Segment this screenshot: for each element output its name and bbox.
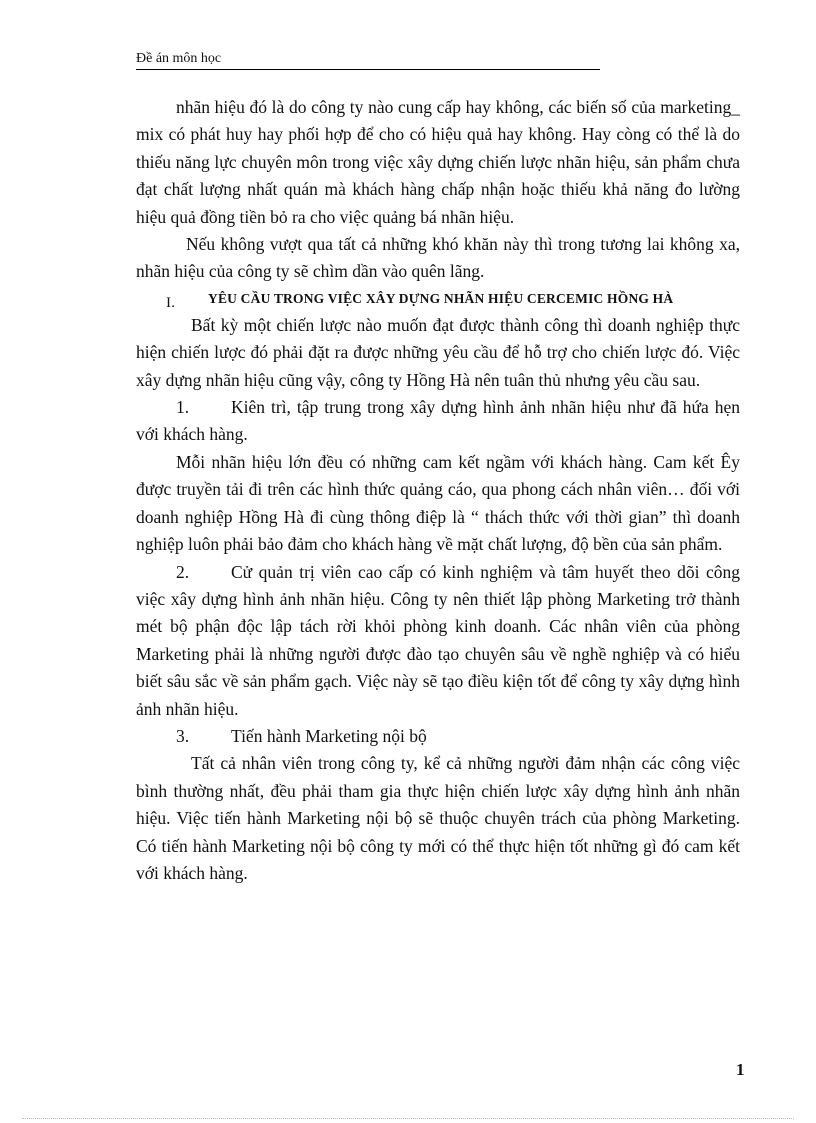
header-title: Đề án môn học <box>136 51 222 66</box>
paragraph-5: Tất cả nhân viên trong công ty, kể cả những người đảm nhận các công việc bình thường nhất, đều phải tham gia thực hiện chiến lược xây dựng hình ảnh nhãn hiệu. Việc tiến hành Marketing nội bộ sẽ thuộc chuyên trách của phòng Marketing. Có tiến hành Marketing nội bộ công ty mới có thể thực hiện tốt những gì đó cam kết với khách hàng. <box>136 753 740 883</box>
section-number: I. <box>166 294 176 311</box>
section-heading <box>136 286 740 312</box>
list-item-2-number: 2. <box>176 561 190 582</box>
list-item-2-text: Cử quản trị viên cao cấp có kinh nghiệm và tâm huyết theo dõi công việc xây dựng hình ảnh nhãn hiệu. Công ty nên thiết lập phòng Marketing trở thành mét bộ phận độc lập tách rời khỏi phòng kinh doanh. Các nhân viên của phòng Marketing phải là những người được đào tạo chuyên sâu về nghề nghiệp và có hiểu biết sâu sắc về sản phẩm gạch. Việc này sẽ tạo điều kiện tốt để công ty xây dựng hình ảnh nhãn hiệu. <box>136 561 740 719</box>
list-item-1 <box>136 394 740 449</box>
paragraph-1: nhãn hiệu đó là do công ty nào cung cấp hay không, các biến số của marketing_ mix có phát huy hay phối hợp để cho có hiệu quả hay không. Hay còng có thể là do thiếu năng lực chuyên môn trong việc xây dựng chiến lược nhãn hiệu, sản phẩm chưa đạt chất lượng nhất quán mà khách hàng chấp nhận hoặc thiếu khả năng đo lường hiệu quả đồng tiền bỏ ra cho việc quảng bá nhãn hiệu. <box>136 97 740 227</box>
paragraph-4: Mỗi nhãn hiệu lớn đều có những cam kết ngầm với khách hàng. Cam kết Êy được truyền tải đi trên các hình thức quảng cáo, qua phong cách nhân viên… đối với doanh nghiệp Hồng Hà đi cùng thông điệp là “ thách thức với thời gian” thì doanh nghiệp luôn phải bảo đảm cho khách hàng về mặt chất lượng, độ bền của sản phẩm. <box>136 451 740 555</box>
list-item-3 <box>136 723 740 750</box>
list-item-2 <box>136 559 740 723</box>
list-item-1-number: 1. <box>176 397 190 418</box>
document-body <box>136 94 740 887</box>
section-title: YÊU CẦU TRONG VIỆC XÂY DỰNG NHÃN HIỆU CERCEMIC HỒNG HÀ <box>208 290 674 306</box>
page-header <box>136 50 600 70</box>
paragraph-2: Nếu không vượt qua tất cả những khó khăn này thì trong tương lai không xa, nhãn hiệu của công ty sẽ chìm dần vào quên lãng. <box>136 234 740 282</box>
paragraph-3: Bất kỳ một chiến lược nào muốn đạt được thành công thì doanh nghiệp thực hiện chiến lược đó phải đặt ra được những yêu cầu để hỗ trợ cho chiến lược đó. Việc xây dựng nhãn hiệu cũng vậy, công ty Hồng Hà nên tuân thủ nhưng yêu cầu sau. <box>136 314 740 390</box>
page-number: 1 <box>736 1060 745 1079</box>
list-item-3-text: Tiến hành Marketing nội bộ <box>231 725 427 746</box>
page-bottom-divider <box>22 1118 794 1119</box>
list-item-3-number: 3. <box>176 725 190 746</box>
list-item-1-text: Kiên trì, tập trung trong xây dựng hình ảnh nhãn hiệu như đã hứa hẹn với khách hàng. <box>136 397 740 445</box>
